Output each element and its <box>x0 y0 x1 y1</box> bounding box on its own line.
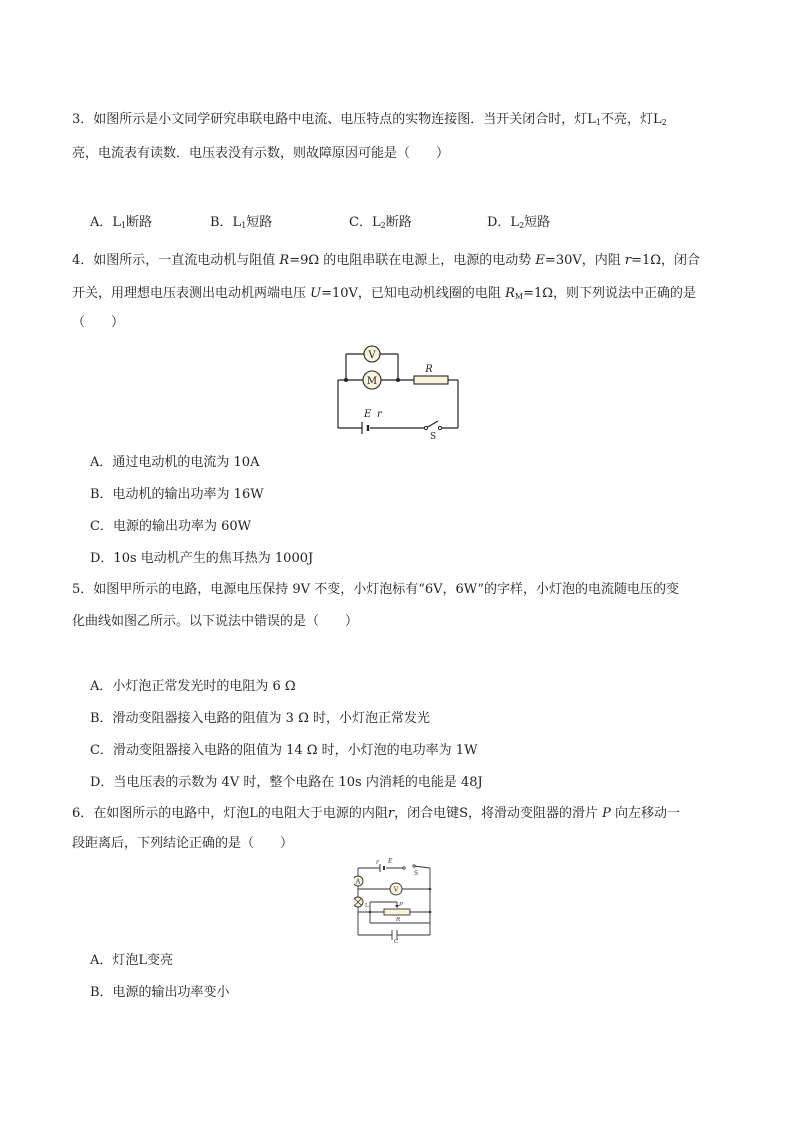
q4-resistor-icon <box>414 364 448 384</box>
q6-switch-label: S <box>414 870 419 877</box>
q5-option-c[interactable]: C．滑动变阻器接入电路的阻值为 14 Ω 时，小灯泡的电功率为 1W <box>90 743 478 758</box>
q4-battery-icon <box>362 422 368 434</box>
q3-stem-line1: 3．如图所示是小文同学研究串联电路中电流、电压特点的实物连接图．当开关闭合时，灯$L_1$不亮，灯$L_2$ <box>72 112 667 127</box>
q6-battery-icon <box>380 864 384 872</box>
svg-text:V: V <box>393 885 399 894</box>
q5-option-d[interactable]: D．当电压表的示数为 4V 时，整个电路在 10s 内消耗的电能是 48J <box>90 775 483 790</box>
q6-internal-resistance-label: r <box>376 859 379 866</box>
q5-option-a[interactable]: A．小灯泡正常发光时的电阻为 6 Ω <box>90 679 296 694</box>
q3-option-b[interactable]: B．$L_1$短路 <box>210 215 273 230</box>
q6-circuit-diagram <box>354 857 438 943</box>
q6-voltmeter-icon <box>390 883 402 895</box>
q6-option-a[interactable]: A．灯泡L变亮 <box>90 953 174 968</box>
q5-stem-line2: 化曲线如图乙所示。以下说法中错误的是（ ） <box>72 614 359 629</box>
q6-switch-contact-left <box>403 867 405 869</box>
q4-stem-line1: 4．如图所示，一直流电动机与阻值 R=9Ω 的电阻串联在电源上，电源的电动势 E=30V，内阻 r=1Ω，闭合 <box>72 253 701 268</box>
q6-lamp-icon <box>354 897 363 907</box>
q6-stem-line2: 段距离后，下列结论正确的是（ ） <box>72 836 294 851</box>
q4-option-a[interactable]: A．通过电动机的电流为 10A <box>90 455 260 470</box>
q4-circuit-diagram <box>330 340 470 440</box>
svg-text:A: A <box>355 877 361 886</box>
q6-capacitor-label: C <box>394 939 399 943</box>
q6-switch-contact-right <box>413 865 415 867</box>
svg-text:M: M <box>366 376 378 387</box>
q6-lamp-label: L <box>365 903 369 909</box>
q4-option-b[interactable]: B．电动机的输出功率为 16W <box>90 487 264 502</box>
q6-junction-dot-2 <box>429 911 432 914</box>
q3-option-d[interactable]: D．$L_2$短路 <box>487 215 551 230</box>
q4-option-c[interactable]: C．电源的输出功率为 60W <box>90 519 251 534</box>
q4-option-d[interactable]: D．10s 电动机产生的焦耳热为 1000J <box>90 551 314 566</box>
svg-text:R: R <box>425 364 433 375</box>
q4-stem-line2: 开关，用理想电压表测出电动机两端电压 U=10V，已知电动机线圈的电阻 $R_M=1\Omega$，则下列说法中正确的是 <box>72 286 697 301</box>
q4-emf-label: E <box>364 409 372 420</box>
q6-stem-line1: 6．在如图所示的电路中，灯泡L的电阻大于电源的内阻r，闭合电键S，将滑动变阻器的滑片 P 向左移动一 <box>72 806 681 821</box>
q6-slider-label: P <box>399 902 403 908</box>
q4-switch-contact-right <box>438 426 441 429</box>
q4-stem-line3: （ ） <box>72 315 125 330</box>
q6-ammeter-icon <box>354 876 363 886</box>
q3-option-a[interactable]: A．$L_1$断路 <box>90 215 153 230</box>
q5-option-b[interactable]: B．滑动变阻器接入电路的阻值为 3 Ω 时，小灯泡正常发光 <box>90 711 430 726</box>
q5-stem-line1: 5．如图甲所示的电路，电源电压保持 9V 不变，小灯泡标有“6V，6W”的字样，小灯泡的电流随电压的变 <box>72 582 680 597</box>
q3-option-c[interactable]: C．$L_2$断路 <box>349 215 412 230</box>
q6-junction-dot-3 <box>429 888 432 891</box>
q4-motor-icon <box>363 371 381 389</box>
q4-junction-dot-right <box>396 378 400 382</box>
q4-voltmeter-icon <box>364 346 380 362</box>
q4-internal-resistance-label: r <box>377 409 382 420</box>
q6-emf-label: E <box>388 858 393 865</box>
q4-switch-label: S <box>430 432 437 440</box>
q6-junction-dot-1 <box>369 911 372 914</box>
svg-text:V: V <box>368 350 376 361</box>
q4-junction-dot-left <box>344 378 348 382</box>
q6-resistor-label: R <box>396 917 401 923</box>
q6-option-b[interactable]: B．电源的输出功率变小 <box>90 985 230 1000</box>
q6-rheostat-icon <box>384 905 410 915</box>
q3-stem-line2: 亮，电流表有读数．电压表没有示数，则故障原因可能是（ ） <box>72 146 450 161</box>
q4-switch-contact-left <box>424 426 427 429</box>
